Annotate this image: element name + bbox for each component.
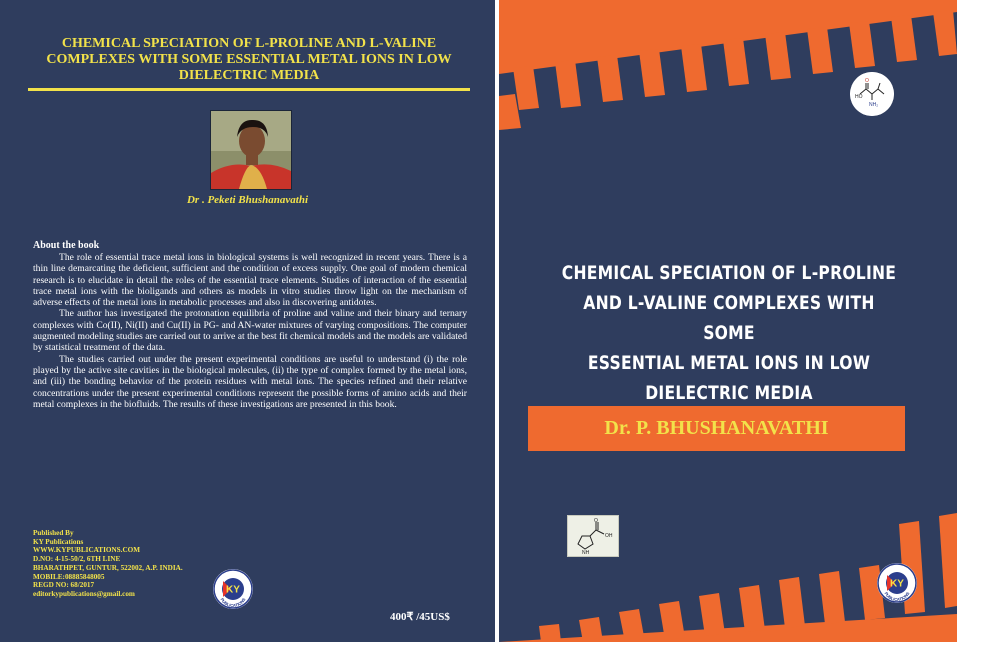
back-cover [0, 0, 495, 642]
publisher-line: MOBILE:08885848005 [33, 572, 105, 581]
valine-o-label: O [865, 78, 869, 84]
blurb-paragraph: The studies carried out under the present experimental conditions are useful to understand (i) the role played by the active site cavities in the biological molecules, (ii) the type of complex formed by the metal ions, and (iii) the bonding behavior of the protein residues with metal ions. The species refined and their relative concentrations under the present experimental conditions represent the possible forms of amino acids and their metal complexes in the biofluids. The results of these investigations are presented in this book. [33, 353, 467, 410]
proline-oh-label: OH [605, 533, 613, 539]
title-line: CHEMICAL SPECIATION OF L-PROLINE [561, 262, 897, 284]
publisher-info [33, 529, 183, 599]
logo-ring-text: PUBLICATIONS [219, 597, 247, 609]
title-line: AND L-VALINE COMPLEXES WITH SOME [583, 292, 875, 344]
author-photo [210, 110, 292, 190]
title-line: DIELECTRIC MEDIA [645, 382, 813, 404]
valine-structure-icon [850, 72, 894, 116]
logo-letters: KY [890, 578, 904, 590]
publisher-line: editorkypublications@gmail.com [33, 589, 135, 598]
author-caption: Dr . Peketi Bhushanavathi [186, 194, 309, 206]
author-banner [528, 406, 905, 451]
blurb-paragraph: The role of essential trace metal ions in biological systems is well recognized in recent years. There is a thin line demarcating the deficient, sufficient and the condition of excess supply. One goal of modern chemical research is to elucidate in detail the roles of the essential trace elements. Studies of interaction of the essential trace metal ions with the bioligands and others as models in vitro studies throw light on the mechanism of adverse effects of the metal ions in metabolic processes and also in discovering antidotes. [33, 252, 467, 309]
publisher-line: KY Publications [33, 537, 84, 546]
front-cover-title [557, 258, 901, 408]
valine-oh-label: HO [855, 94, 863, 100]
blurb-paragraph: The author has investigated the protonation equilibria of proline and valine and their binary and ternary complexes with Co(II), Ni(II) and Cu(II) in PG- and AN-water mixtures of varying compositions. The computer augmented modeling studies are carried out to arrive at the best fit chemical models and the models are validated by statistical treatment of the data. [33, 308, 467, 354]
back-cover-title: CHEMICAL SPECIATION OF L-PROLINE AND L-VALINE COMPLEXES WITH SOME ESSENTIAL METAL IONS IN LOW DIELECTRIC MEDIA [46, 36, 452, 83]
about-heading: About the book [33, 240, 100, 251]
title-line: ESSENTIAL METAL IONS IN LOW [587, 352, 871, 374]
author-banner-name: Dr. P. BHUSHANAVATHI [604, 417, 829, 439]
publisher-line: BHARATHPET, GUNTUR, 522002, A.P. INDIA. [33, 563, 183, 572]
logo-letters: KY [226, 584, 240, 596]
book-blurb [33, 252, 467, 410]
front-cover [499, 0, 957, 642]
proline-o-label: O [594, 518, 598, 524]
publisher-line: WWW.KYPUBLICATIONS.COM [33, 546, 141, 555]
price: 400₹ /45US$ [390, 611, 450, 623]
logo-ring-text: PUBLICATIONS [883, 591, 911, 603]
publisher-line: D.NO: 4-15-50/2, 6TH LINE [33, 555, 121, 564]
author-portrait-image [211, 111, 291, 189]
proline-nh-label: NH [582, 550, 590, 556]
ky-publications-logo-front [877, 563, 917, 603]
valine-nh2-label: NH₂ [869, 102, 879, 108]
ky-publications-logo [213, 569, 253, 609]
top-stripe-decoration [499, 0, 957, 130]
publisher-line: Published By [33, 529, 74, 537]
title-divider [28, 88, 470, 91]
publisher-line: REGD NO: 68/2017 [33, 581, 95, 590]
